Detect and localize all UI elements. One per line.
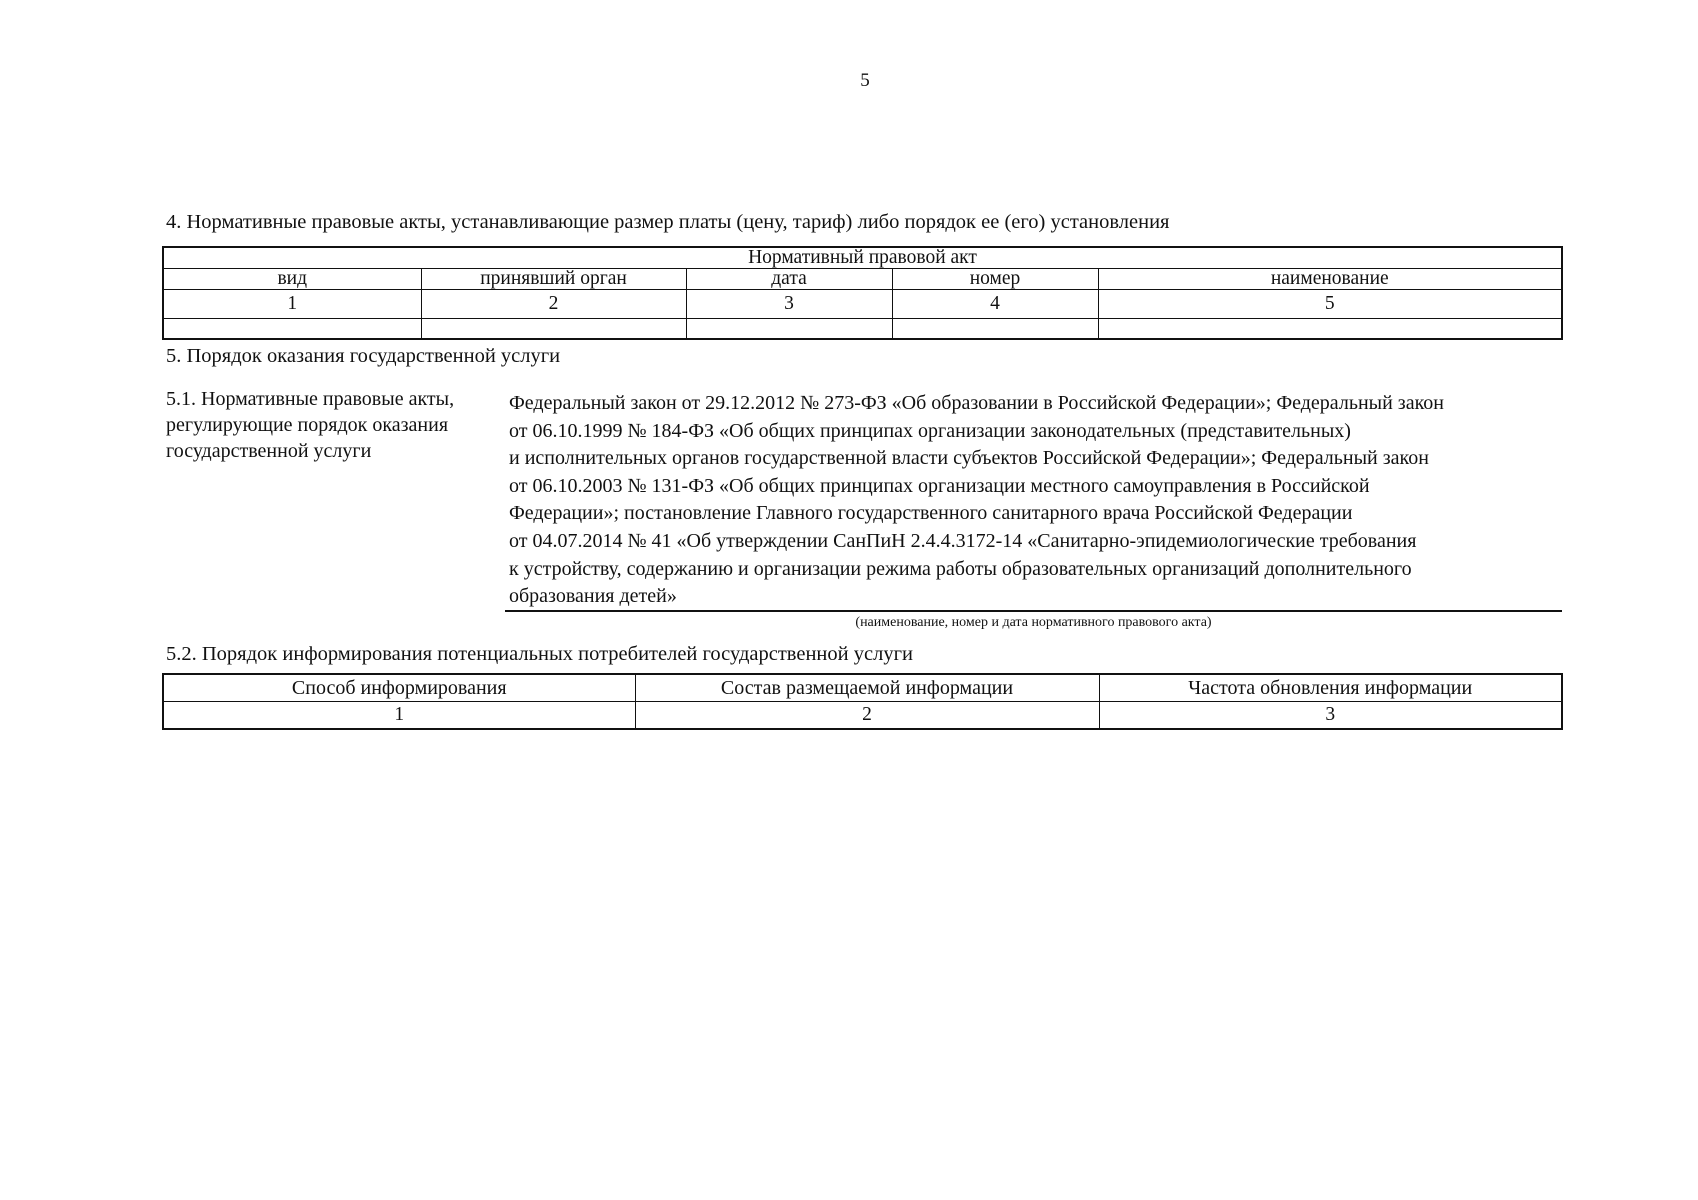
section-5-2-title: 5.2. Порядок информирования потенциальных потребителей государственной услуги (166, 643, 913, 665)
section-4-title: 4. Нормативные правовые акты, устанавливающие размер платы (цену, тариф) либо порядок ее (его) установления (166, 211, 1170, 233)
column-header-method: Способ информирования (163, 674, 635, 702)
section-5-1-acts-text (509, 390, 1561, 611)
text-line: от 04.07.2014 № 41 «Об утверждении СанПиН 2.4.4.3172-14 «Санитарно-эпидемиологические требования (509, 529, 1417, 552)
column-header-frequency: Частота обновления информации (1099, 674, 1562, 702)
column-number: 2 (635, 702, 1099, 730)
column-number: 4 (892, 290, 1098, 319)
text-line: Федерации»; постановление Главного государственного санитарного врача Российской Федерации (509, 502, 1353, 525)
section-5-title: 5. Порядок оказания государственной услуги (166, 345, 561, 367)
column-header-type: вид (163, 269, 421, 290)
text-line: и исполнительных органов государственной власти субъектов Российской Федерации»; Федеральный закон (509, 447, 1429, 470)
column-number: 5 (1098, 290, 1562, 319)
column-header-name: наименование (1098, 269, 1562, 290)
table-cell (1098, 319, 1562, 340)
column-number: 1 (163, 290, 421, 319)
text-line: от 06.10.1999 № 184-ФЗ «Об общих принципах организации законодательных (представительных) (509, 419, 1351, 442)
column-header-issuing-body: принявший орган (421, 269, 686, 290)
table-cell (421, 319, 686, 340)
fee-acts-table (162, 246, 1563, 340)
column-number: 3 (686, 290, 892, 319)
column-header-content: Состав размещаемой информации (635, 674, 1099, 702)
underline-rule (505, 610, 1562, 612)
column-number: 1 (163, 702, 635, 730)
information-methods-table (162, 673, 1563, 730)
text-line: к устройству, содержанию и организации режима работы образовательных организаций дополнительного (509, 557, 1412, 580)
page-number: 5 (860, 70, 870, 91)
table-cell (892, 319, 1098, 340)
table-cell (686, 319, 892, 340)
section-5-1-label: 5.1. Нормативные правовые акты, регулирующие порядок оказания государственной услуги (166, 388, 455, 462)
text-line: образования детей» (509, 585, 677, 608)
column-header-number: номер (892, 269, 1098, 290)
underline-caption: (наименование, номер и дата нормативного правового акта) (855, 615, 1212, 630)
text-line: от 06.10.2003 № 131-ФЗ «Об общих принципах организации местного самоуправления в Российской (509, 474, 1370, 497)
column-header-date: дата (686, 269, 892, 290)
table-group-header: Нормативный правовой акт (163, 247, 1562, 269)
text-line: Федеральный закон от 29.12.2012 № 273-ФЗ «Об образовании в Российской Федерации»; Федеральный закон (509, 392, 1444, 414)
table-cell (163, 319, 421, 340)
column-number: 3 (1099, 702, 1562, 730)
column-number: 2 (421, 290, 686, 319)
